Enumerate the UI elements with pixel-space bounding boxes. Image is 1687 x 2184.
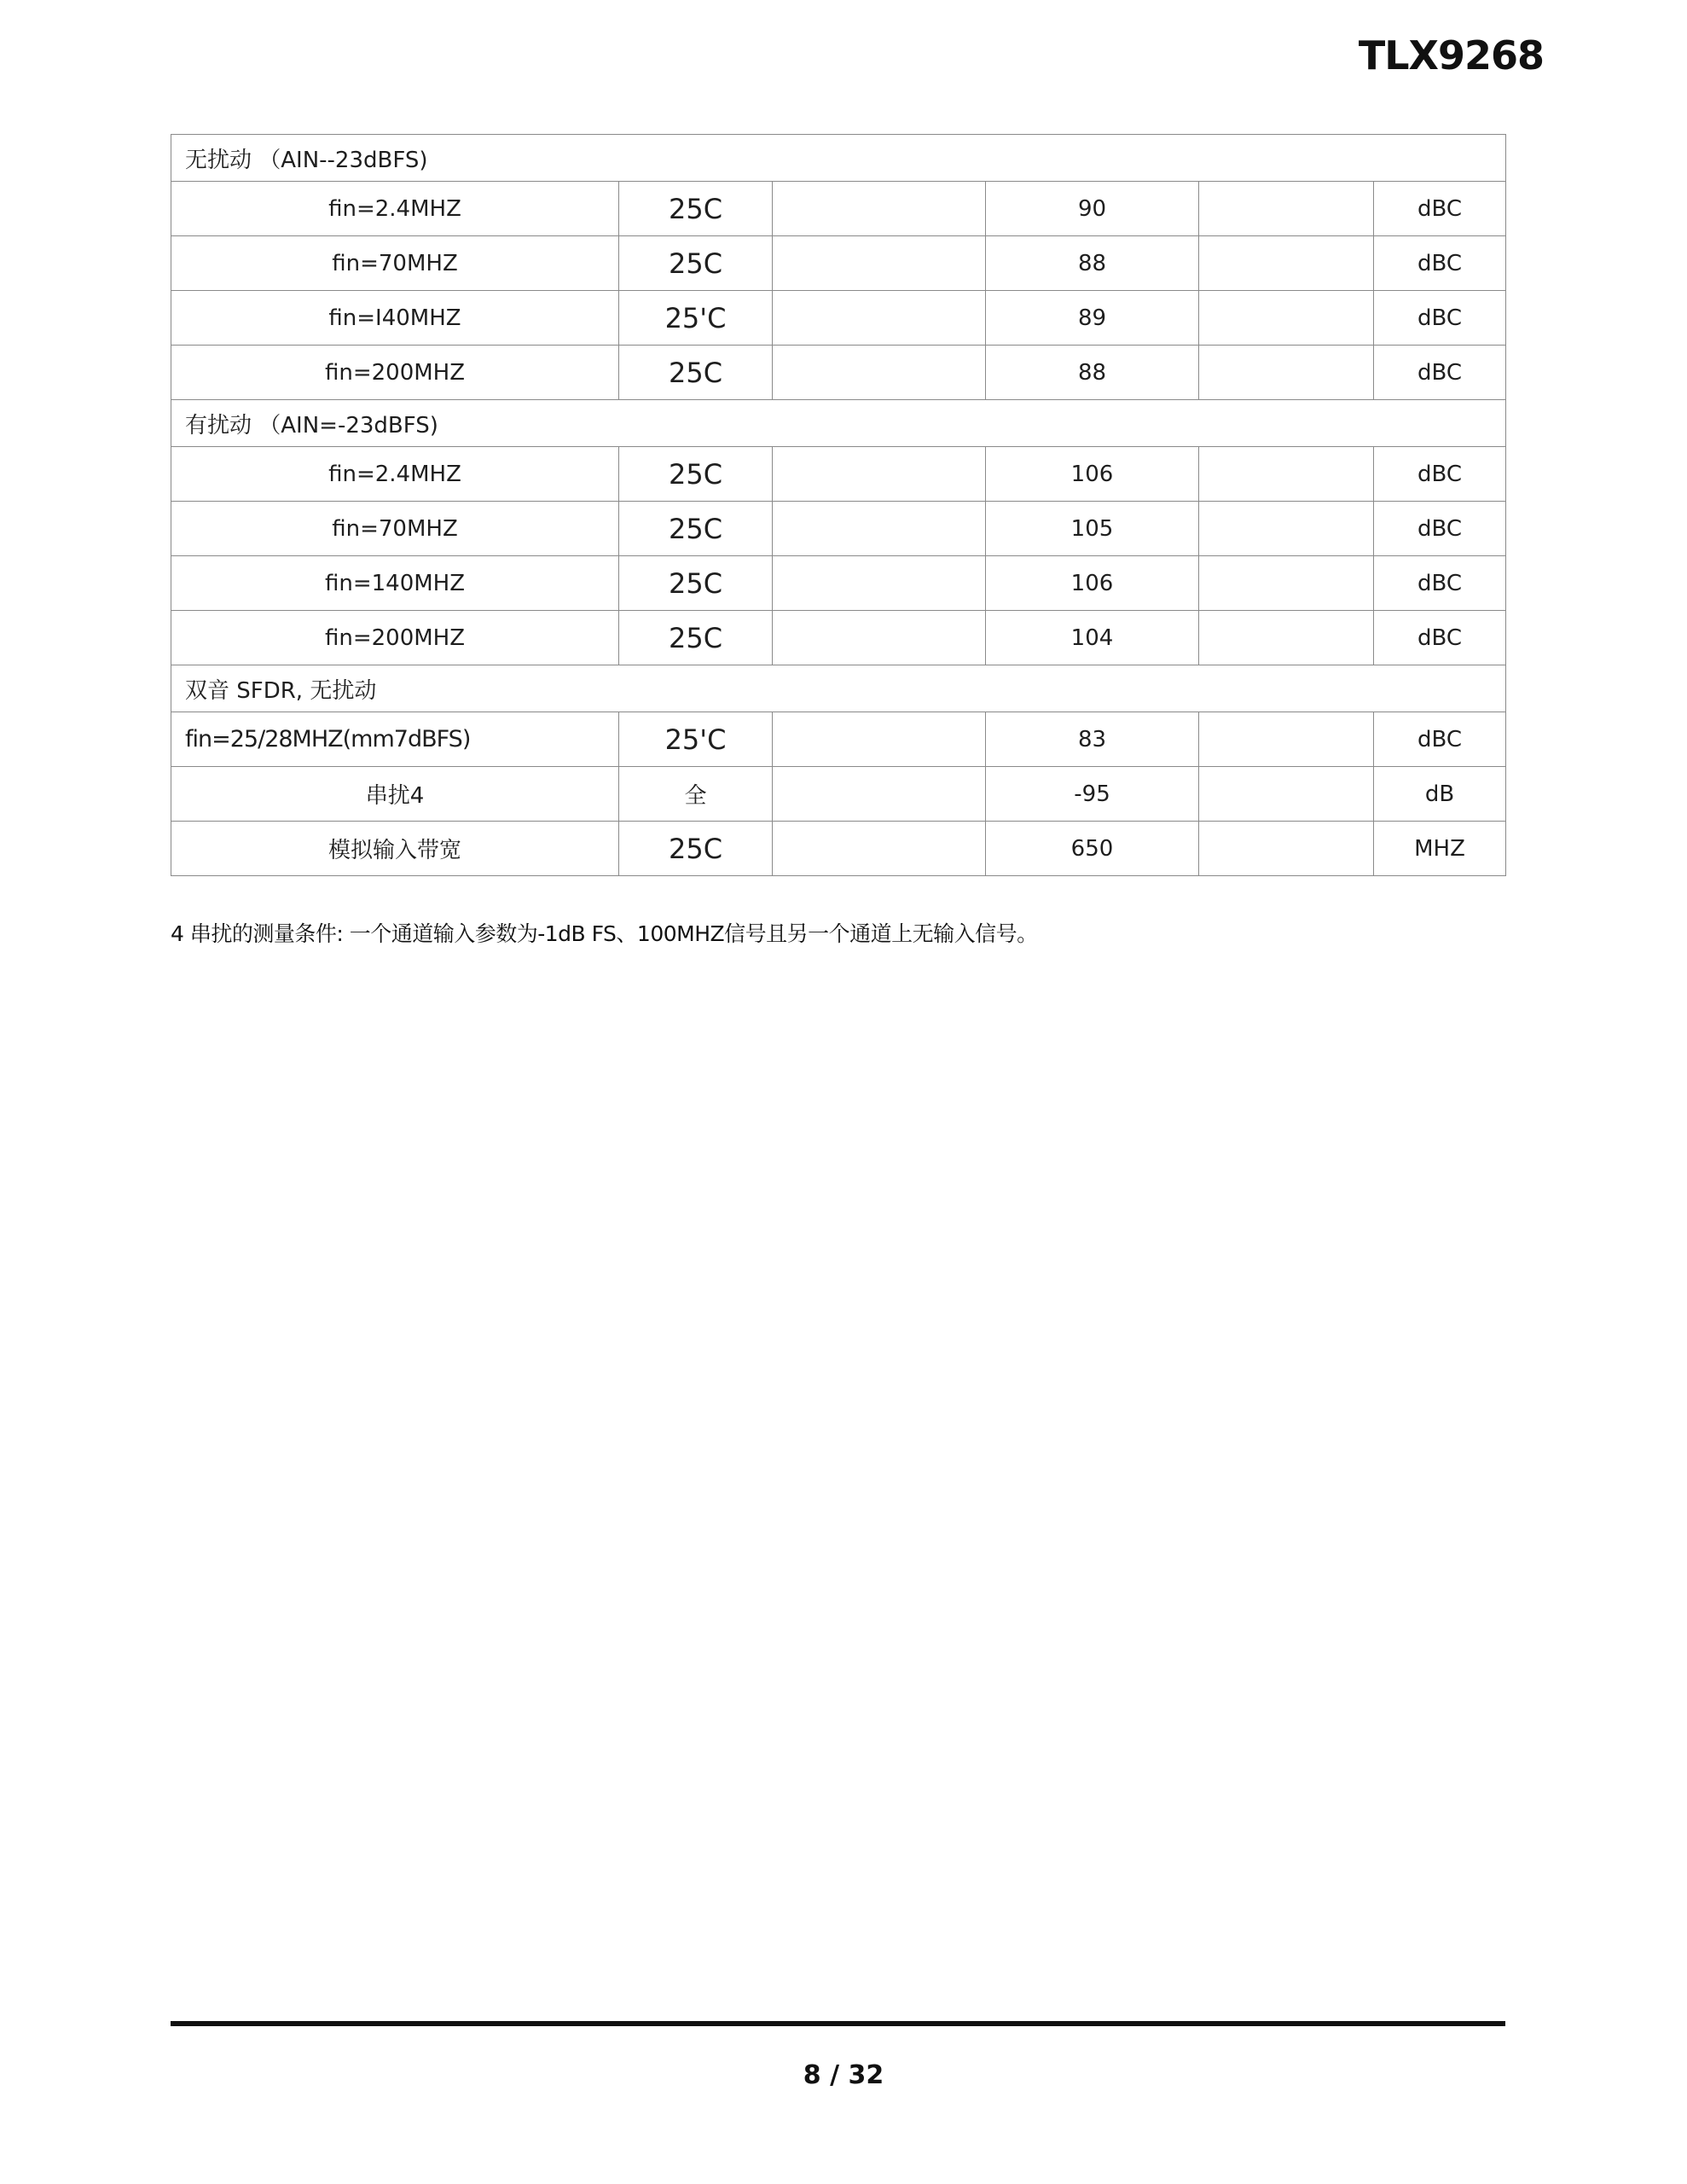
min-cell <box>773 712 986 767</box>
min-cell <box>773 556 986 611</box>
typ-cell: 104 <box>986 611 1199 665</box>
typ-cell: 106 <box>986 447 1199 502</box>
unit-cell: dBC <box>1374 182 1506 236</box>
temp-cell: 25C <box>619 611 773 665</box>
temp-cell: 25C <box>619 822 773 876</box>
temp-cell: 25C <box>619 346 773 400</box>
param-cell: 串扰4 <box>171 767 619 822</box>
unit-cell: dBC <box>1374 346 1506 400</box>
temp-cell: 25C <box>619 447 773 502</box>
typ-cell: 106 <box>986 556 1199 611</box>
max-cell <box>1199 346 1374 400</box>
temp-cell: 25'C <box>619 291 773 346</box>
document-title: TLX9268 <box>1358 32 1544 78</box>
unit-cell: dBC <box>1374 502 1506 556</box>
section-label: 有扰动 （AIN=-23dBFS) <box>171 400 1506 447</box>
temp-cell: 25C <box>619 556 773 611</box>
typ-cell: 88 <box>986 346 1199 400</box>
section-row <box>171 400 1506 447</box>
unit-cell: dBC <box>1374 611 1506 665</box>
table-row <box>171 236 1506 291</box>
min-cell <box>773 182 986 236</box>
max-cell <box>1199 556 1374 611</box>
param-cell: fin=200MHZ <box>171 611 619 665</box>
unit-cell: dBC <box>1374 712 1506 767</box>
max-cell <box>1199 236 1374 291</box>
max-cell <box>1199 767 1374 822</box>
table-row <box>171 346 1506 400</box>
min-cell <box>773 291 986 346</box>
table-row <box>171 611 1506 665</box>
unit-cell: dB <box>1374 767 1506 822</box>
min-cell <box>773 502 986 556</box>
unit-cell: dBC <box>1374 236 1506 291</box>
min-cell <box>773 822 986 876</box>
typ-cell: 90 <box>986 182 1199 236</box>
table-row <box>171 182 1506 236</box>
unit-cell: dBC <box>1374 291 1506 346</box>
temp-cell: 25C <box>619 236 773 291</box>
typ-cell: 89 <box>986 291 1199 346</box>
param-cell: fin=140MHZ <box>171 556 619 611</box>
section-label: 双音 SFDR, 无扰动 <box>171 665 1506 712</box>
param-cell: fin=2.4MHZ <box>171 182 619 236</box>
temp-cell: 25'C <box>619 712 773 767</box>
table-row <box>171 556 1506 611</box>
max-cell <box>1199 447 1374 502</box>
typ-cell: 88 <box>986 236 1199 291</box>
table-row <box>171 822 1506 876</box>
min-cell <box>773 611 986 665</box>
max-cell <box>1199 611 1374 665</box>
param-cell: fin=70MHZ <box>171 236 619 291</box>
temp-cell: 全 <box>619 767 773 822</box>
section-label: 无扰动 （AIN--23dBFS) <box>171 135 1506 182</box>
table-row <box>171 712 1506 767</box>
typ-cell: 650 <box>986 822 1199 876</box>
max-cell <box>1199 291 1374 346</box>
param-cell: fin=70MHZ <box>171 502 619 556</box>
table-row <box>171 767 1506 822</box>
param-cell: 模拟输入带宽 <box>171 822 619 876</box>
footer-rule <box>171 2021 1505 2026</box>
param-cell: fin=2.4MHZ <box>171 447 619 502</box>
temp-cell: 25C <box>619 502 773 556</box>
typ-cell: -95 <box>986 767 1199 822</box>
footnote: 4 串扰的测量条件: 一个通道输入参数为-1dB FS、100MHZ信号且另一个通道上无输入信号。 <box>171 921 1038 946</box>
page-number: 8 / 32 <box>803 2060 884 2090</box>
temp-cell: 25C <box>619 182 773 236</box>
min-cell <box>773 447 986 502</box>
max-cell <box>1199 502 1374 556</box>
max-cell <box>1199 822 1374 876</box>
min-cell <box>773 346 986 400</box>
unit-cell: dBC <box>1374 556 1506 611</box>
table-row <box>171 447 1506 502</box>
unit-cell: dBC <box>1374 447 1506 502</box>
unit-cell: MHZ <box>1374 822 1506 876</box>
param-cell: fin=I40MHZ <box>171 291 619 346</box>
typ-cell: 105 <box>986 502 1199 556</box>
section-row <box>171 665 1506 712</box>
typ-cell: 83 <box>986 712 1199 767</box>
min-cell <box>773 767 986 822</box>
section-row <box>171 135 1506 182</box>
max-cell <box>1199 182 1374 236</box>
param-cell: fin=25/28MHZ(mm7dBFS) <box>171 712 619 767</box>
table-row <box>171 502 1506 556</box>
spec-table <box>171 134 1506 876</box>
min-cell <box>773 236 986 291</box>
param-cell: fin=200MHZ <box>171 346 619 400</box>
max-cell <box>1199 712 1374 767</box>
table-row <box>171 291 1506 346</box>
